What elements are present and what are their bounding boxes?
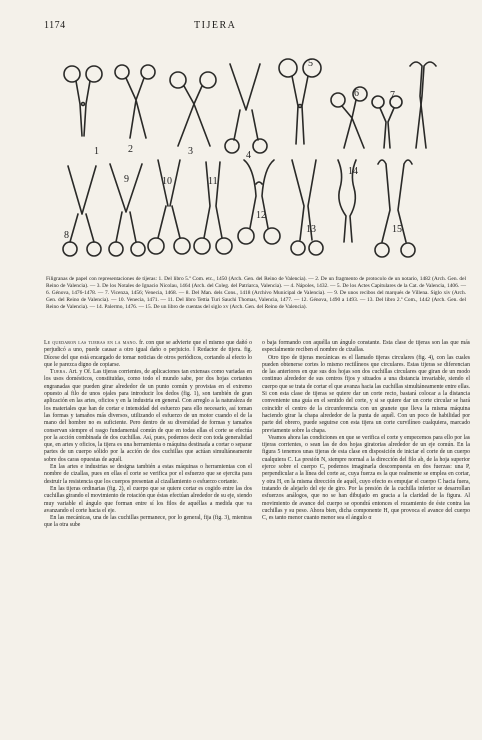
figure-label-10: 10 (162, 176, 172, 187)
article-body (44, 340, 470, 730)
running-title: TIJERA (194, 20, 237, 31)
figure-label-14: 14 (348, 166, 358, 177)
figure-label-8: 8 (64, 230, 69, 241)
figure-label-11: 11 (208, 176, 218, 187)
scissors-icon-10 (148, 160, 190, 254)
paragraph (262, 340, 470, 355)
scissors-icon-4 (225, 64, 267, 153)
page-header (44, 20, 462, 36)
paragraph-text: Veamos ahora las condiciones en que se verifica el corte y empecemos para ello por las tijeras corrientes, o sean las de dos hojas giratorias alrededor de un eje común. En la figura 5 tenemos unas tijeras de esta clase en disposición de iniciar el corte de un cuerpo cualquiera C. La presión N, siempre normal a la dirección del filo ab, de la hoja superior ejerce sobre el cuerpo C, podemos imaginarla descompuesta en dos fuerzas: una P, perpendicular a la línea del corte ac, cuya fuerza es la que realmente se emplea en cortar, y otra H, en la misma dirección de aquél, cuyo efecto es empujar el cuerpo C hacia fuera, tratando de alejarlo del eje de giro. Por la presión de la cuchilla inferior se desarrollan esfuerzos análogos, que no se han dibujado en gracia a la claridad de la figura. Al movimiento de avance del cuerpo se opondrá entonces el rozamiento de éste contra las cuchillas y su peso. Ahora bien, dicha componente H, que provoca el avance del cuerpo C, es tanto menor cuanto menor sea el ángulo α (262, 434, 470, 522)
entry-lead: Le quedaron las tijeras en la mano. (44, 340, 138, 346)
scissors-icon-7 (372, 96, 402, 148)
page-number: 1174 (44, 20, 66, 31)
figure-label-3: 3 (188, 146, 193, 157)
paragraph (44, 369, 252, 464)
scissors-icon-2 (115, 65, 155, 138)
scissors-icon-1 (64, 66, 102, 136)
scissors-watermark-figure (60, 56, 450, 266)
scissors-icon-8 (63, 166, 101, 256)
figure-label-12: 12 (256, 210, 266, 221)
figure-label-1: 1 (94, 146, 99, 157)
paragraph-text: En las tijeras ordinarias (fig. 2), el cuerpo que se quiere cortar es cogido entre las dos cuchillas girando el movimiento de rotación que éstas efectúan alrededor de su eje, siendo muy variable el ángulo que forman entre sí los filos de aquéllas a medida que va avanzando el corte hacia el eje. (44, 485, 252, 514)
figure-label-13: 13 (306, 224, 316, 235)
paragraph-text: fr. con que se advierte que el mismo que dañó o perjudicó a uno, puede causar a otro igual daño o perjuicio. ‖ Redactor de tijera. fig. Dícese del que está encargado de tomar noticias de otros periódicos, cortando al efecto lo que le parezca digno de copiarse. (44, 340, 252, 368)
paragraph-text: o baja formando con aquélla un ángulo constante. Esta clase de tijeras son las que más especialmente reciben el nombre de cizallas. (262, 340, 470, 354)
paragraph (44, 340, 252, 369)
figure-label-4: 4 (246, 150, 251, 161)
scissors-icon-shears-right (410, 62, 436, 148)
paragraph-text: En las artes e industrias se designa también a estas máquinas o herramientas con el nombre de cizallas, pues en ellas el corte se verifica por el esfuerzo que se ejercita para destruir la resistencia que los cuerpos presentan al cizallamiento o esfuerzo cortante. (44, 464, 252, 485)
figure-label-15: 15 (392, 224, 402, 235)
figure-label-7: 7 (390, 90, 395, 101)
scissors-icon-3 (170, 72, 216, 146)
figure-caption: Filigranas de papel con representaciones de tijeras: 1. Del libro 5.º Com. etc., 1450 (Arch. Gen. del Reino de Valencia). — 2. De un fragmento de protocolo de un notario, 1482 (Arch. Gen. del Reino de Valencia). — 3. De los Notales de Ignacio Nicolau, 1464 (Arch. del Coleg. del Patriarca, Valencia). — 4. Nápoles, 1432. — 5. De los Actes Capitulares de la Cat. de Valencia, 1406. — 6. Génova, 1476-1478. — 7. Vicenza, 1456; Venecia, 1468. — 8. Del Man. dels Cons., 1418 (Archivo Municipal de Valencia). — 9. De unos recibos del marqués de Villena. Siglo xiv (Arch. Gen. del Reino de Valencia). — 10. Venecia, 1471. — 11. Del libro Tettia Turi Sauchi Thomas, Valencia, 1477. — 12. Génova, 1490 a 1493. — 13. Del libro 2.º Com., 1442 (Arch. Gen. del Reino de Valencia). — 14. Palermo, 1476. — 15. De un libro de cuentas del siglo xv (Arch. Gen. del Reino de Valencia). (46, 276, 466, 311)
paragraph-text: Art. y Of. Las tijeras corrientes, de aplicaciones tan extensas como variadas en los usos domésticos, constituidas, como todo el mundo sabe, por dos hojas cortantes engranadas que pueden girar alrededor de un punto común y provistas en el extremo opuesto al filo de unos ojales para introducir los dedos (fig. 1), son también de gran aplicación en las artes, oficios y en la industria en general. Con arreglo a la naturaleza de los materiales que han de cortar e intensidad del esfuerzo para ello necesario, así toman las formas y tamaños más diversos, utilizando el esfuerzo de un motor cuando el de la mano del hombre no es suficiente. Pero dentro de su diversidad de formas y tamaños conservan siempre el rasgo fundamental común de que en todas ellas el corte se efectúa por la acción combinada de dos cuchillas. Así, pues, podemos decir con toda generalidad que, en artes y oficios, la tijera es una herramienta o máquina destinada a cortar o separar partes de un cuerpo sólido por la acción de dos cuchillas que actúan simultáneamente sobre dos caras opuestas de aquél. (44, 369, 252, 463)
entry-lead: Tijera. (50, 369, 68, 376)
paragraph-text: Otro tipo de tijeras mecánicas es el llamado tijeras circulares (fig. 4), con las cuales pueden obtenerse cortes lo mismo rectilíneos que circulares. Estas tijeras se diferencian de las anteriores en que sus dos hojas son dos cuchillas circulares que giran de un modo continuo alrededor de sus centros fijos y situados a una distancia invariable, siendo el cuerpo que se trata de cortar el que avanza hacia las cuchillas simultáneamente entre ellas. Si con esta clase de tijeras se quiere dar un corte recto, bastará colocar a la distancia conveniente una guía en el sentido del corte, y si se quiere dar un corte circular se hará coincidir el centro de la circunferencia con un granete que lleva la misma máquina haciendo girar la chapa alrededor de la punta de aquél. Con un poco de habilidad por parte del obrero, puede seguirse con esta tijera un corte curvilíneo cualquiera, marcado previamente sobre la chapa. (262, 354, 470, 434)
scissors-icon-12 (238, 160, 280, 244)
paragraph-text: En las mecánicas, una de las cuchillas permanece, por lo general, fija (fig. 3), mientras que la otra sube (44, 515, 252, 529)
scissors-icon-13 (291, 160, 323, 255)
scissors-icon-15 (375, 160, 415, 257)
paragraph (262, 435, 470, 523)
scissors-icon-6 (331, 87, 367, 148)
scissors-illustration (60, 56, 450, 266)
paragraph (44, 486, 252, 515)
figure-label-5: 5 (308, 58, 313, 69)
paragraph (44, 464, 252, 486)
figure-label-2: 2 (128, 144, 133, 155)
paragraph (44, 515, 252, 530)
paragraph (262, 355, 470, 435)
figure-label-6: 6 (354, 88, 359, 99)
scissors-icon-5 (279, 59, 321, 144)
figure-label-9: 9 (124, 174, 129, 185)
